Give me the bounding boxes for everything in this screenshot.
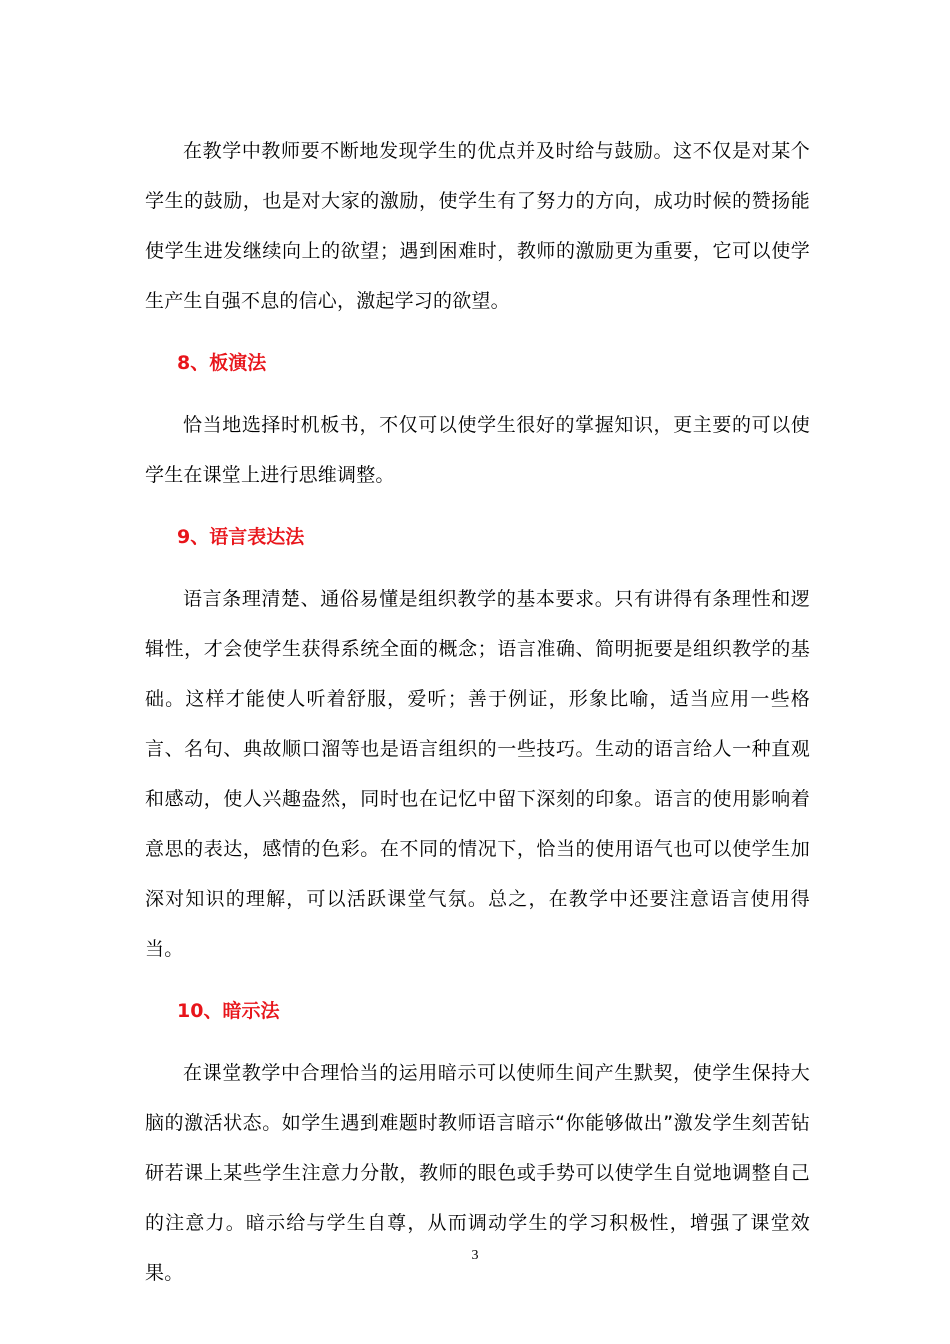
heading-blackboard-method: 8、板演法 [177,352,267,374]
paragraph-language-expression: 语言条理清楚、通俗易懂是组织教学的基本要求。只有讲得有条理性和逻辑性，才会使学生获得系统全面的概念；语言准确、简明扼要是组织教学的基础。这样才能使人听着舒服，爱听；善于例证，形象比喻，适当应用一些格言、名句、典故顺口溜等也是语言组织的一些技巧。生动的语言给人一种直观和感动，使人兴趣盎然，同时也在记忆中留下深刻的印象。语言的使用影响着意思的表达，感情的色彩。在不同的情况下，恰当的使用语气也可以使学生加深对知识的理解，可以活跃课堂气氛。总之，在教学中还要注意语言使用得当。 [145,588,810,960]
heading-language-expression: 9、语言表达法 [177,526,305,548]
paragraph-blackboard-method: 恰当地选择时机板书，不仅可以使学生很好的掌握知识，更主要的可以使学生在课堂上进行思维调整。 [145,414,810,486]
paragraph-suggestion-method: 在课堂教学中合理恰当的运用暗示可以使师生间产生默契，使学生保持大脑的激活状态。如学生遇到难题时教师语言暗示“你能够做出”激发学生刻苦钻研若课上某些学生注意力分散，教师的眼色或手势可以使学生自觉地调整自己的注意力。暗示给与学生自尊，从而调动学生的学习积极性，增强了课堂效果。 [145,1062,810,1284]
page-number: 3 [471,1248,479,1263]
page-content [145,126,810,1298]
heading-suggestion-method: 10、暗示法 [177,1000,280,1022]
paragraph-encouragement: 在教学中教师要不断地发现学生的优点并及时给与鼓励。这不仅是对某个学生的鼓励，也是对大家的激励，使学生有了努力的方向，成功时候的赞扬能使学生进发继续向上的欲望；遇到困难时，教师的激励更为重要，它可以使学生产生自强不息的信心，激起学习的欲望。 [145,140,810,312]
